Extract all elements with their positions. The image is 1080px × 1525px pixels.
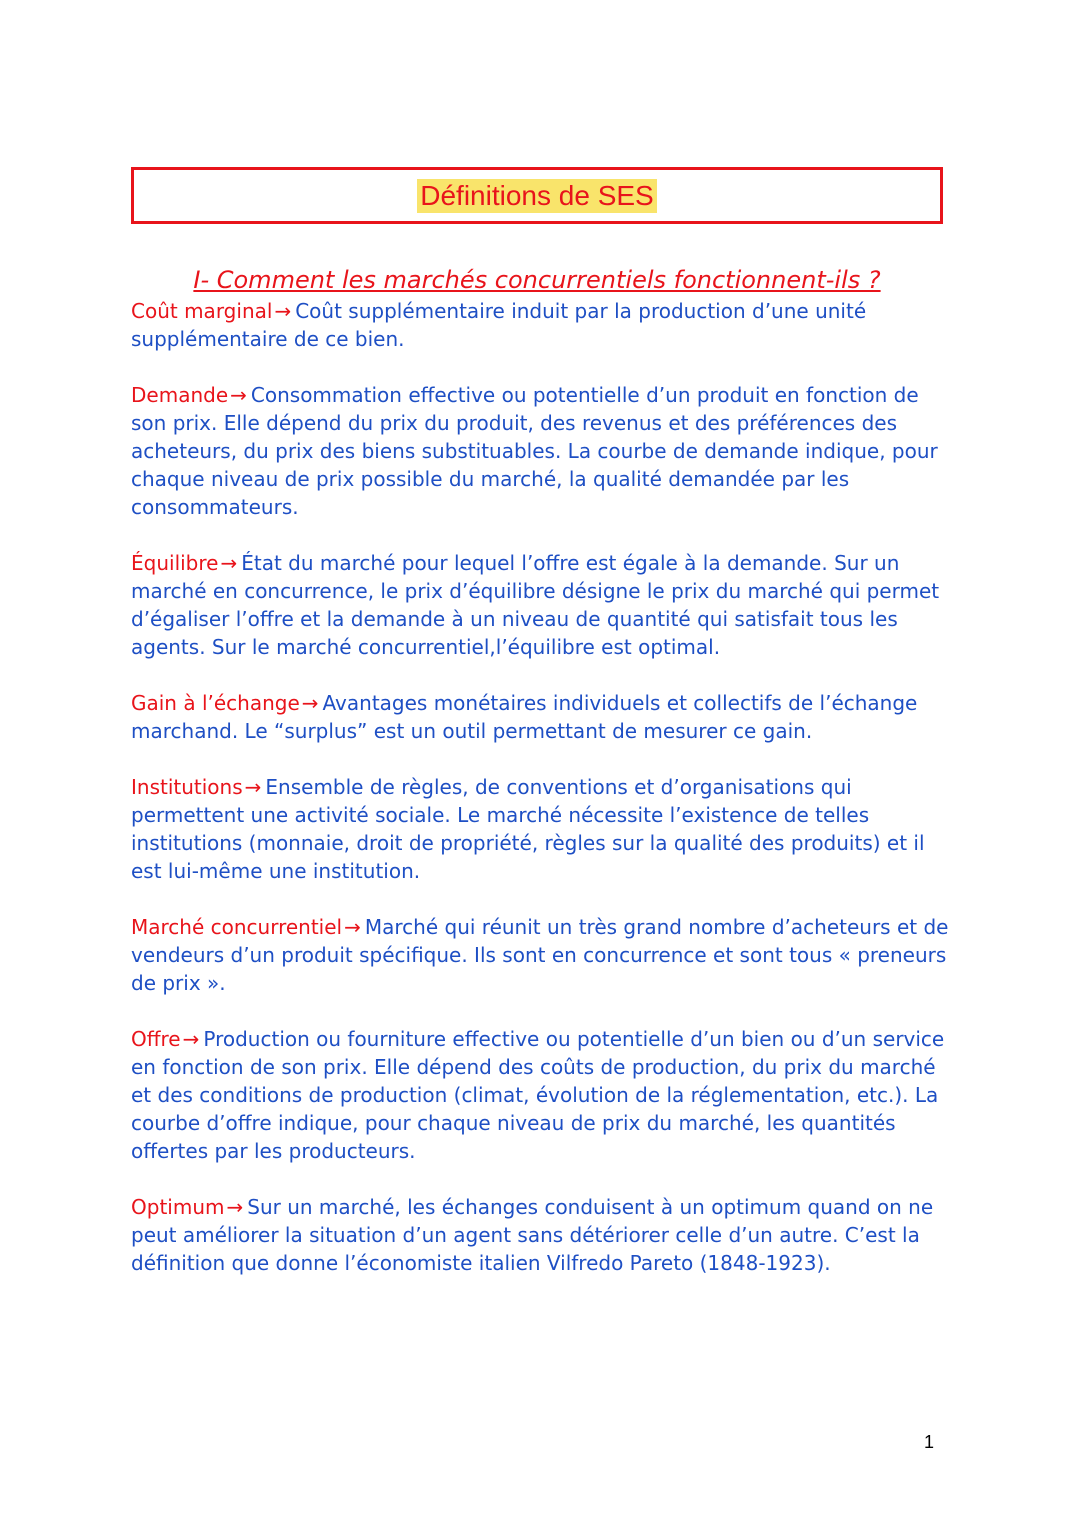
arrow-icon: → — [230, 383, 247, 407]
arrow-icon: → — [244, 775, 262, 799]
definition-term: Offre — [131, 1027, 181, 1051]
page-number: 1 — [924, 1432, 935, 1452]
arrow-icon: → — [182, 1027, 200, 1051]
definition-item — [131, 1193, 949, 1277]
definition-item — [131, 773, 949, 885]
arrow-icon: → — [301, 691, 319, 715]
definition-item — [131, 381, 949, 521]
definition-item — [131, 1025, 949, 1165]
definition-text: Marché qui réunit un très grand nombre d’acheteurs et de vendeurs d’un produit spécifique. Ils sont en concurrence et sont tous « preneurs de prix ». — [131, 915, 949, 995]
arrow-icon: → — [226, 1195, 244, 1219]
page-title: Définitions de SES — [417, 179, 656, 213]
definition-text: Avantages monétaires individuels et collectifs de l’échange marchand. Le “surplus” est un outil permettant de mesurer ce gain. — [131, 691, 918, 743]
definition-text: Coût supplémentaire induit par la production d’une unité supplémentaire de ce bien. — [131, 299, 867, 351]
definition-term: Optimum — [131, 1195, 225, 1219]
definition-text: Production ou fourniture effective ou potentielle d’un bien ou d’un service en fonction de son prix. Elle dépend des coûts de production, du prix du marché et des conditions de production (climat, évolution de la réglementation, etc.). La courbe d’offre indique, pour chaque niveau de prix du marché, les quantités offertes par les producteurs. — [131, 1027, 945, 1163]
definition-term: Institutions — [131, 775, 243, 799]
title-box — [131, 167, 943, 224]
arrow-icon: → — [344, 915, 361, 939]
definition-term: Marché concurrentiel — [131, 915, 343, 939]
definition-text: État du marché pour lequel l’offre est égale à la demande. Sur un marché en concurrence, le prix d’équilibre désigne le prix du marché qui permet d’égaliser l’offre et la demande à un niveau de quantité qui satisfait tous les agents. Sur le marché concurrentiel,l’équilibre est optimal. — [131, 551, 940, 659]
definition-term: Coût marginal — [131, 299, 273, 323]
section-heading: I- Comment les marchés concurrentiels fonctionnent-ils ? — [193, 266, 881, 294]
definition-term: Gain à l’échange — [131, 691, 300, 715]
definition-term: Équilibre — [131, 551, 219, 575]
definition-list — [131, 297, 949, 1305]
definition-text: Sur un marché, les échanges conduisent à un optimum quand on ne peut améliorer la situation d’un agent sans détériorer celle d’un autre. C’est la définition que donne l’économiste italien Vilfredo Pareto (1848-1923). — [131, 1195, 934, 1275]
definition-item — [131, 297, 949, 353]
arrow-icon: → — [274, 299, 292, 323]
arrow-icon: → — [220, 551, 238, 575]
definition-term: Demande — [131, 383, 229, 407]
definition-item — [131, 549, 949, 661]
definition-text: Consommation effective ou potentielle d’un produit en fonction de son prix. Elle dépend du prix du produit, des revenus et des préférences des acheteurs, du prix des biens substituables. La courbe de demande indique, pour chaque niveau de prix possible du marché, la qualité demandée par les consommateurs. — [131, 383, 938, 519]
definition-item — [131, 689, 949, 745]
definition-text: Ensemble de règles, de conventions et d’organisations qui permettent une activité sociale. Le marché nécessite l’existence de telles institutions (monnaie, droit de propriété, règles sur la qualité des produits) et il est lui-même une institution. — [131, 775, 925, 883]
definition-item — [131, 913, 949, 997]
